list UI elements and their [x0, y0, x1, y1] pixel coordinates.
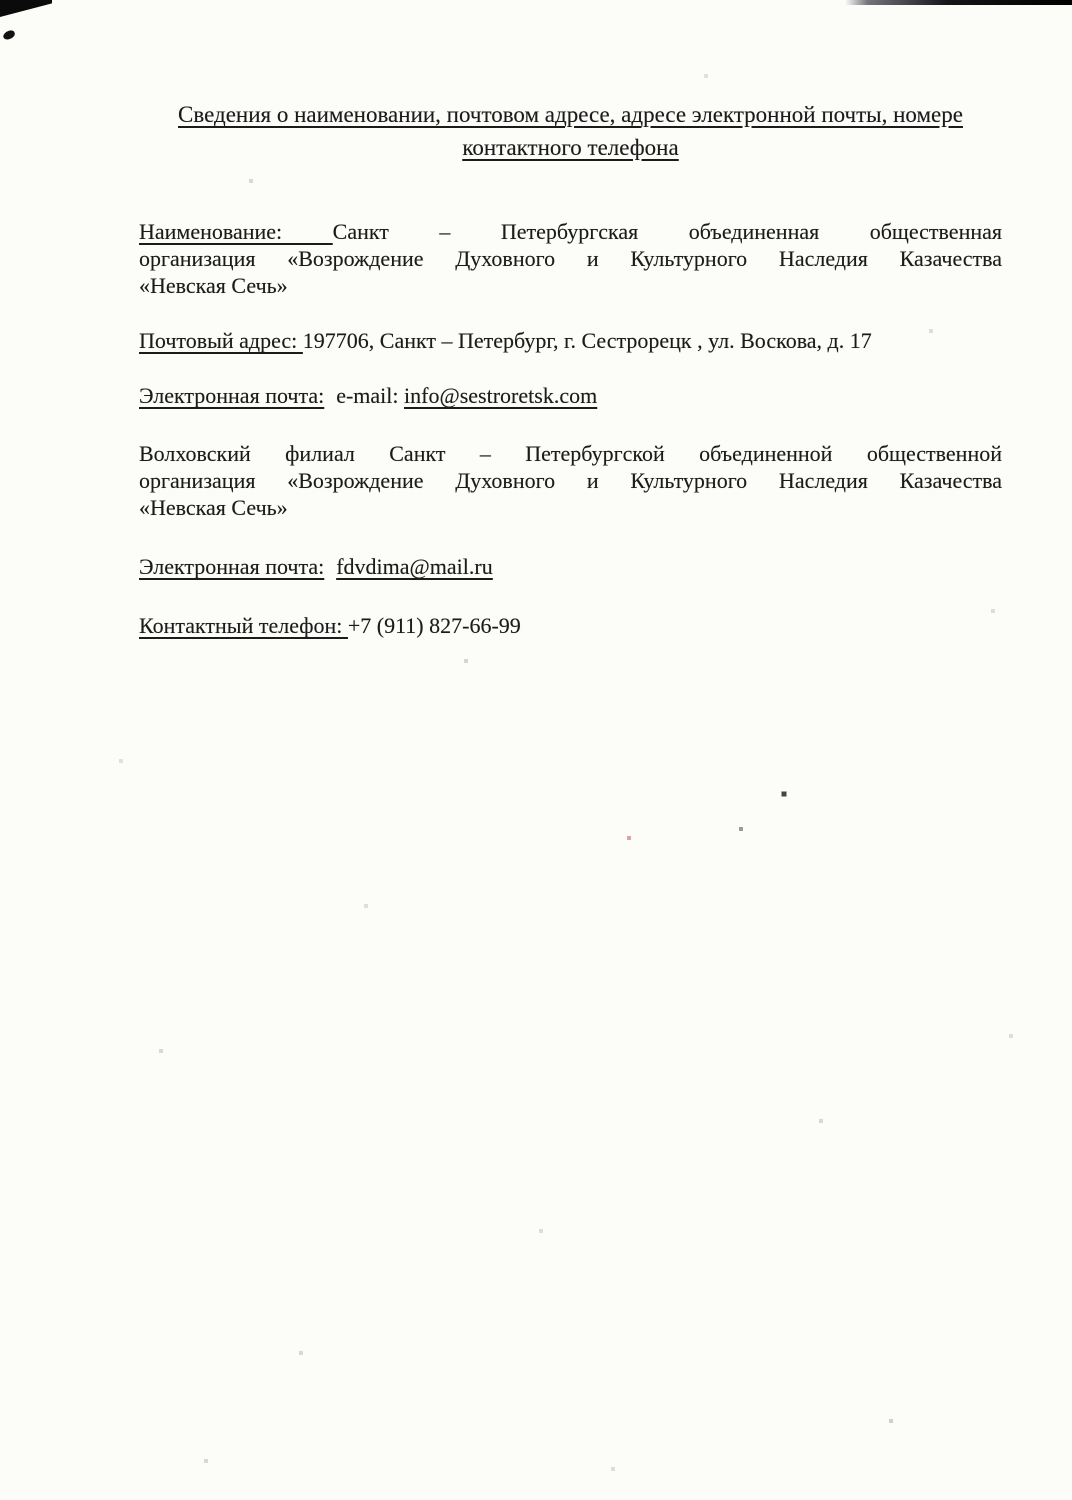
email-2-address: fdvdima@mail.ru: [336, 554, 493, 579]
document-title-line-1: Сведения о наименовании, почтовом адресе, адресе электронной почты, номере: [178, 102, 963, 127]
name-label: Наименование:: [139, 219, 333, 244]
branch-paragraph: [139, 440, 1002, 521]
postal-address-label: Почтовый адрес:: [139, 328, 303, 353]
email-1-prefix: e-mail:: [336, 383, 405, 408]
document-title: [139, 98, 1002, 164]
branch-paragraph-line-2: организация «Возрождение Духовного и Культурного Наследия Казачества: [139, 468, 1002, 493]
document-title-line-2: контактного телефона: [462, 135, 679, 160]
email-line-1: [139, 382, 1002, 409]
email-1-address: info@sestroretsk.com: [404, 383, 598, 408]
name-paragraph-line-1: [139, 218, 1002, 245]
email-line-2: [139, 553, 1002, 580]
postal-address-line: [139, 327, 1002, 354]
phone-label: Контактный телефон:: [139, 613, 348, 638]
branch-paragraph-line-3: «Невская Сечь»: [139, 495, 288, 520]
branch-paragraph-line-1: Волховский филиал Санкт – Петербургской объединенной общественной: [139, 441, 1002, 466]
postal-address-value: 197706, Санкт – Петербург, г. Сестрорецк , ул. Воскова, д. 17: [302, 328, 872, 353]
document-content: [139, 98, 1002, 639]
email-1-label: Электронная почта:: [139, 383, 325, 408]
name-value-part-1: Санкт – Петербургская объединенная общественная: [332, 219, 1002, 244]
email-2-label: Электронная почта:: [139, 554, 325, 579]
scan-noise-speckles: [0, 0, 2, 2]
phone-line: [139, 612, 1002, 639]
name-paragraph-line-3: «Невская Сечь»: [139, 273, 288, 298]
name-paragraph: [139, 218, 1002, 299]
name-paragraph-line-2: организация «Возрождение Духовного и Культурного Наследия Казачества: [139, 246, 1002, 271]
phone-value: +7 (911) 827-66-99: [347, 613, 521, 638]
scan-artifact-ink-mark: [2, 29, 16, 40]
scan-artifact-corner-wedge: [0, 0, 52, 17]
scan-artifact-edge-shadow: [845, 0, 1072, 5]
